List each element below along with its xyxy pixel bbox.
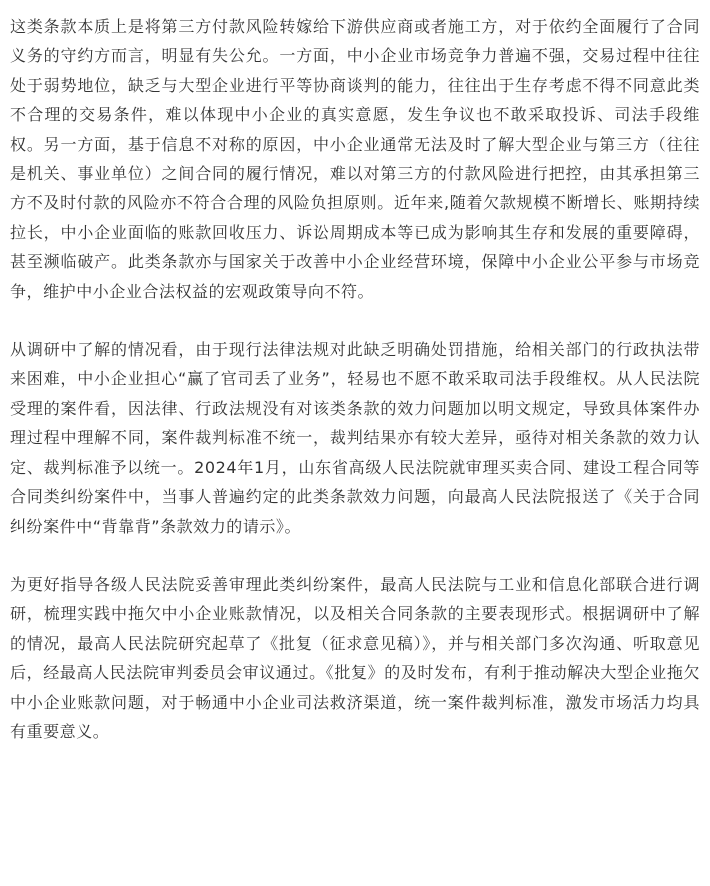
paragraph-1: 这类条款本质上是将第三方付款风险转嫁给下游供应商或者施工方，对于依约全面履行了合同义务的守约方而言，明显有失公允。一方面，中小企业市场竞争力普遍不强，交易过程中往往处于弱势地位，缺乏与大型企业进行平等协商谈判的能力，往往出于生存考虑不得不同意此类不合理的交易条件，难以体现中小企业的真实意愿，发生争议也不敢采取投诉、司法手段维权。另一方面，基于信息不对称的原因，中小企业通常无法及时了解大型企业与第三方（往往是机关、事业单位）之间合同的履行情况，难以对第三方的付款风险进行把控，由其承担第三方不及时付款的风险亦不符合合理的风险负担原则。近年来,随着欠款规模不断增长、账期持续拉长，中小企业面临的账款回收压力、诉讼周期成本等已成为影响其生存和发展的重要障碍，甚至濒临破产。此类条款亦与国家关于改善中小企业经营环境，保障中小企业公平参与市场竞争，维护中小企业合法权益的宏观政策导向不符。 (10, 17, 700, 301)
paragraph-3: 为更好指导各级人民法院妥善审理此类纠纷案件，最高人民法院与工业和信息化部联合进行调研，梳理实践中拖欠中小企业账款情况，以及相关合同条款的主要表现形式。根据调研中了解的情况，最高人民法院研究起草了《批复（征求意见稿）》，并与相关部门多次沟通、听取意见后，经最高人民法院审判委员会审议通过。《批复》的及时发布，有利于推动解决大型企业拖欠中小企业账款问题，对于畅通中小企业司法救济渠道，统一案件裁判标准，激发市场活力均具有重要意义。 (10, 574, 700, 741)
paragraph-2: 从调研中了解的情况看，由于现行法律法规对此缺乏明确处罚措施，给相关部门的行政执法带来困难，中小企业担心“赢了官司丢了业务”，轻易也不愿不敢采取司法手段维权。从人民法院受理的案件看，因法律、行政法规没有对该类条款的效力问题加以明文规定，导致具体案件办理过程中理解不同，案件裁判标准不统一，裁判结果亦有较大差异，亟待对相关条款的效力认定、裁判标准予以统一。2024年1月，山东省高级人民法院就审理买卖合同、建设工程合同等合同类纠纷案件中，当事人普遍约定的此类条款效力问题，向最高人民法院报送了《关于合同纠纷案件中“背靠背”条款效力的请示》。 (10, 340, 700, 536)
